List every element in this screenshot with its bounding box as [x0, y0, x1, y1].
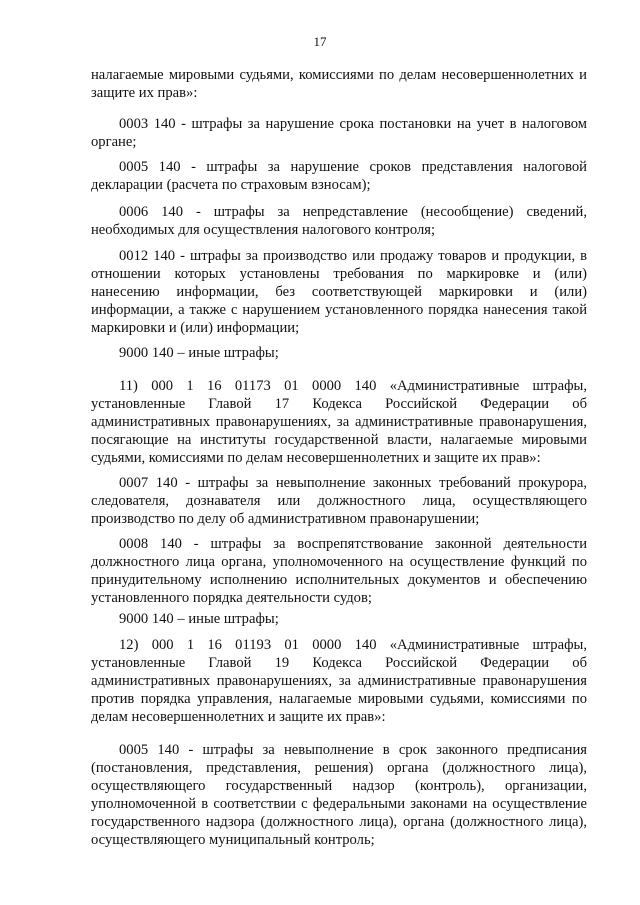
paragraph-0008: 0008 140 - штрафы за воспрепятствование законной деятельности должностного лица органа, уполномоченного на осуществление функций по принудительному исполнению исполнительных документов и обеспечению установленного порядка деятельности судов; — [91, 536, 587, 606]
paragraph-0007: 0007 140 - штрафы за невыполнение законных требований прокурора, следователя, дознавателя или должностного лица, осуществляющего производство по делу об административном правонарушении; — [91, 475, 587, 527]
paragraph-0012: 0012 140 - штрафы за производство или продажу товаров и продукции, в отношении которых установлены требования по маркировке и (или) нанесению информации, без соответствующей маркировки и (или) информации, а также с нарушением установленного порядка нанесения такой маркировки и (или) информации; — [91, 248, 587, 336]
paragraph-0005-b: 0005 140 - штрафы за невыполнение в срок законного предписания (постановления, представления, решения) органа (должностного лица), осуществляющего государственный надзор (контроль), организации, уполномоченной в соответствии с федеральными законами на осуществление государственного надзора (должностного лица), органа (должностного лица), осуществляющего муниципальный контроль; — [91, 742, 587, 848]
paragraph-item-12: 12) 000 1 16 01193 01 0000 140 «Административные штрафы, установленные Главой 19 Кодекса Российской Федерации об административных правонарушениях, за административные правонарушения против порядка управления, налагаемые мировыми судьями, комиссиями по делам несовершеннолетних и защите их прав»: — [91, 637, 587, 725]
paragraph-0006: 0006 140 - штрафы за непредставление (несообщение) сведений, необходимых для осуществления налогового контроля; — [91, 204, 587, 238]
paragraph-continuation: налагаемые мировыми судьями, комиссиями по делам несовершеннолетних и защите их прав»: — [91, 67, 587, 101]
paragraph-0005: 0005 140 - штрафы за нарушение сроков представления налоговой декларации (расчета по страховым взносам); — [91, 159, 587, 193]
paragraph-0003: 0003 140 - штрафы за нарушение срока постановки на учет в налоговом органе; — [91, 116, 587, 150]
paragraph-item-11: 11) 000 1 16 01173 01 0000 140 «Административные штрафы, установленные Главой 17 Кодекса Российской Федерации об административных правонарушениях, за административные правонарушения, посягающие на институты государственной власти, налагаемые мировыми судьями, комиссиями по делам несовершеннолетних и защите их прав»: — [91, 378, 587, 466]
page-number: 17 — [313, 34, 327, 49]
paragraph-9000-b: 9000 140 – иные штрафы; — [119, 611, 279, 627]
paragraph-9000-a: 9000 140 – иные штрафы; — [119, 345, 279, 361]
